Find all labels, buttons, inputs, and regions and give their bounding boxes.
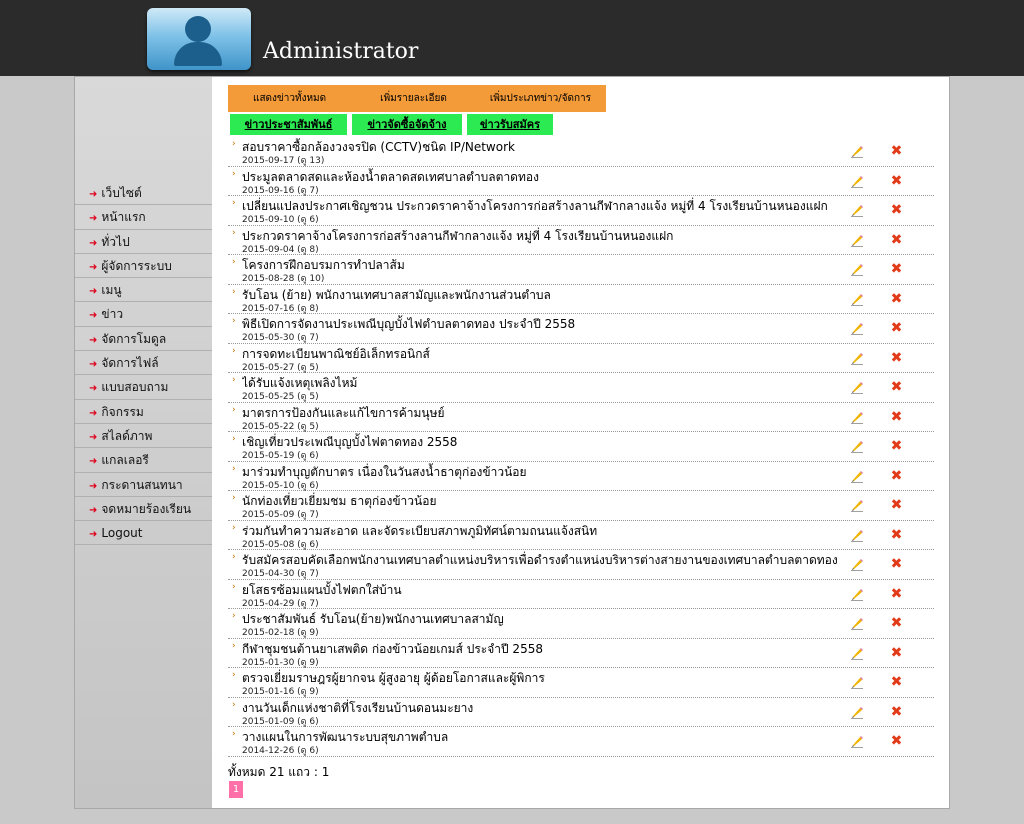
news-row (228, 550, 934, 580)
delete-x-icon[interactable]: ✖ (890, 349, 903, 366)
arrow-right-icon: › (232, 434, 236, 444)
delete-x-icon[interactable]: ✖ (890, 320, 903, 336)
pencil-icon[interactable] (850, 203, 864, 217)
pencil-icon[interactable] (850, 469, 864, 483)
news-row (228, 462, 934, 492)
arrow-right-icon: › (232, 168, 236, 179)
pencil-icon[interactable] (850, 174, 864, 188)
pencil-icon[interactable] (850, 646, 864, 660)
news-title-link[interactable]: มาร่วมทำบุญตักบาตร เนื่องในวันสงน้ำธาตุก่องข้าวน้อย (242, 464, 527, 479)
arrow-right-icon: ➜ (89, 213, 98, 225)
delete-x-icon[interactable]: ✖ (890, 674, 903, 690)
pencil-icon[interactable] (850, 675, 864, 689)
news-date: 2015-05-22 (ดู 5) (242, 421, 319, 432)
arrow-right-icon: › (232, 257, 236, 267)
arrow-right-icon: › (232, 198, 236, 208)
news-date: 2015-07-16 (ดู 8) (242, 303, 319, 314)
sidebar-item[interactable] (75, 473, 212, 497)
arrow-right-icon: ➜ (89, 189, 98, 200)
sidebar-item-label: ผู้จัดการระบบ (101, 258, 172, 273)
tab-add-news-category[interactable]: เพิ่มประเภทข่าว/จัดการ (489, 93, 592, 104)
delete-x-icon[interactable]: ✖ (890, 467, 903, 484)
news-list (228, 137, 934, 757)
arrow-right-icon: ➜ (89, 456, 98, 468)
arrow-right-icon: › (232, 404, 236, 415)
pencil-icon[interactable] (850, 351, 864, 365)
delete-x-icon[interactable]: ✖ (890, 231, 903, 248)
news-title-link[interactable]: นักท่องเที่ยวเยี่ยมชม ธาตุก่องข้าวน้อย (242, 494, 437, 508)
sidebar-item-label: จัดการโมดูล (101, 331, 167, 346)
arrow-right-icon: ➜ (89, 480, 98, 492)
sidebar-item-label: แบบสอบถาม (101, 380, 169, 395)
news-date: 2015-01-16 (ดู 9) (242, 687, 319, 697)
page-button-1[interactable]: 1 (229, 781, 243, 798)
news-row (228, 403, 934, 433)
arrow-right-icon: › (232, 316, 236, 326)
news-row (228, 432, 934, 462)
sidebar-item-label: ทั่วไป (101, 234, 130, 249)
news-title-link[interactable]: ประกวดราคาจ้างโครงการก่อสร้างลานกีฬากลางแจ้ง หมู่ที่ 4 โรงเรียนบ้านหนองแฝก (242, 228, 674, 243)
delete-x-icon[interactable]: ✖ (890, 261, 903, 277)
arrow-right-icon: ➜ (89, 431, 98, 443)
sidebar-item-label: กิจกรรม (101, 404, 144, 419)
news-date: 2015-05-27 (ดู 5) (242, 362, 319, 373)
delete-x-icon[interactable]: ✖ (890, 644, 903, 661)
pencil-icon[interactable] (850, 144, 864, 158)
news-title-link[interactable]: งานวันเด็กแห่งชาติที่โรงเรียนบ้านดอนมะยาง (242, 700, 474, 715)
pencil-icon[interactable] (850, 292, 864, 306)
news-row (228, 226, 934, 256)
news-row (228, 698, 934, 728)
top-header-bar (0, 0, 1024, 76)
action-tabs (228, 85, 606, 112)
news-row (228, 373, 934, 403)
tab-recruitment[interactable]: ข่าวรับสมัคร (467, 114, 553, 135)
news-title-link[interactable]: ประชาสัมพันธ์ รับโอน(ย้าย)พนักงานเทศบาลสามัญ (242, 612, 504, 626)
news-row (228, 491, 934, 521)
news-row (228, 285, 934, 315)
delete-x-icon[interactable]: ✖ (890, 497, 903, 513)
arrow-right-icon: › (232, 286, 236, 297)
delete-x-icon[interactable]: ✖ (890, 615, 903, 631)
sidebar-item[interactable] (75, 254, 212, 278)
news-title-link[interactable]: วางแผนในการพัฒนาระบบสุขภาพตำบล (242, 730, 449, 744)
arrow-right-icon: › (232, 375, 236, 385)
pencil-icon[interactable] (850, 233, 864, 247)
pencil-icon[interactable] (850, 498, 864, 512)
news-title-link[interactable]: รับโอน (ย้าย) พนักงานเทศบาลสามัญและพนักงานส่วนตำบล (242, 287, 551, 302)
pencil-icon[interactable] (850, 528, 864, 542)
sidebar-item[interactable] (75, 521, 212, 545)
pencil-icon[interactable] (850, 380, 864, 394)
arrow-right-icon: › (232, 699, 236, 710)
sidebar-item-label: เมนู (101, 283, 122, 298)
sidebar-item-label: จัดการไฟล์ (101, 356, 159, 371)
sidebar-item[interactable] (75, 497, 212, 521)
news-date: 2015-05-09 (ดู 7) (242, 510, 319, 520)
news-title-link[interactable]: โครงการฝึกอบรมการทำปลาส้ม (242, 258, 405, 272)
sidebar-item[interactable] (75, 351, 212, 375)
arrow-right-icon: › (232, 463, 236, 474)
news-date: 2015-09-16 (ดู 7) (242, 185, 319, 196)
delete-x-icon[interactable]: ✖ (890, 408, 903, 425)
news-row (228, 255, 934, 285)
arrow-right-icon: › (232, 670, 236, 680)
delete-x-icon[interactable]: ✖ (890, 526, 903, 543)
pencil-icon[interactable] (850, 734, 864, 748)
news-date: 2015-04-30 (ดู 7) (242, 569, 319, 579)
news-date: 2015-09-17 (ดู 13) (242, 156, 325, 166)
news-date: 2015-04-29 (ดู 7) (242, 598, 319, 609)
sidebar-item[interactable] (75, 327, 212, 351)
arrow-right-icon: › (232, 139, 236, 149)
news-title-link[interactable]: พิธีเปิดการจัดงานประเพณีบุญบั้งไฟตำบลตาดทอง ประจำปี 2558 (242, 317, 576, 331)
arrow-right-icon: › (232, 611, 236, 621)
news-row (228, 137, 934, 167)
arrow-right-icon: › (232, 729, 236, 739)
news-title-link[interactable]: มาตรการป้องกันและแก้ไขการค้ามนุษย์ (242, 405, 445, 420)
sidebar-item-label: แกลเลอรี (101, 453, 149, 468)
sidebar-item[interactable] (75, 302, 212, 326)
sidebar-item-label: สไลด์ภาพ (101, 428, 153, 443)
arrow-right-icon: ➜ (89, 383, 98, 395)
arrow-right-icon: › (232, 522, 236, 533)
news-title-link[interactable]: เปลี่ยนแปลงประกาศเชิญชวน ประกวดราคาจ้างโครงการก่อสร้างลานกีฬากลางแจ้ง หมู่ที่ 4 โรงเรียนบ้านหนองแฝก (242, 199, 828, 213)
tab-show-all-news[interactable]: แสดงข่าวทั้งหมด (253, 93, 327, 104)
delete-x-icon[interactable]: ✖ (890, 172, 903, 189)
arrow-right-icon: › (232, 581, 236, 592)
arrow-right-icon: ➜ (89, 310, 98, 322)
news-row (228, 344, 934, 374)
news-title-link[interactable]: ตรวจเยี่ยมราษฎรผู้ยากจน ผู้สูงอายุ ผู้ด้อยโอกาสและผู้พิการ (242, 671, 545, 685)
delete-x-icon[interactable]: ✖ (890, 703, 903, 720)
pencil-icon[interactable] (850, 262, 864, 276)
news-date: 2015-01-09 (ดู 6) (242, 716, 319, 727)
sidebar-item-label: กระดานสนทนา (101, 477, 183, 492)
arrow-right-icon: ➜ (89, 261, 98, 273)
sidebar-item[interactable] (75, 424, 212, 448)
arrow-right-icon: ➜ (89, 529, 98, 541)
arrow-right-icon: › (232, 345, 236, 356)
news-date: 2015-02-18 (ดู 9) (242, 628, 319, 638)
news-date: 2015-05-25 (ดู 5) (242, 392, 319, 402)
news-row (228, 521, 934, 551)
pencil-icon[interactable] (850, 705, 864, 719)
sidebar-item-label: Logout (101, 526, 143, 541)
pencil-icon[interactable] (850, 616, 864, 630)
delete-x-icon[interactable]: ✖ (890, 290, 903, 307)
arrow-right-icon: ➜ (89, 237, 98, 249)
delete-x-icon[interactable]: ✖ (890, 585, 903, 602)
news-title-link[interactable]: รับสมัครสอบคัดเลือกพนักงานเทศบาลตำแหน่งบริหารเพื่อดำรงตำแหน่งบริหารต่างสายงานของเทศบาลตำบลตาดทอง (242, 553, 838, 567)
pencil-icon[interactable] (850, 410, 864, 424)
news-title-link[interactable]: สอบราคาซื้อกล้องวงจรปิด (CCTV)ชนิด IP/Network (242, 140, 515, 154)
news-date: 2015-08-28 (ดู 10) (242, 274, 325, 284)
tab-public-relations[interactable]: ข่าวประชาสัมพันธ์ (230, 114, 347, 135)
sidebar-item[interactable] (75, 448, 212, 472)
news-date: 2015-01-30 (ดู 9) (242, 657, 319, 668)
arrow-right-icon: ➜ (89, 504, 98, 516)
sidebar (75, 77, 212, 808)
tab-procurement[interactable]: ข่าวจัดซื้อจัดจ้าง (352, 114, 462, 135)
delete-x-icon[interactable]: ✖ (890, 143, 903, 159)
news-title-link[interactable]: กีฬาชุมชนต้านยาเสพติด ก่องข้าวน้อยเกมส์ ประจำปี 2558 (242, 641, 543, 656)
arrow-right-icon: ➜ (89, 286, 98, 298)
sidebar-item-label: ข่าว (101, 307, 124, 322)
delete-x-icon[interactable]: ✖ (890, 202, 903, 218)
arrow-right-icon: › (232, 493, 236, 503)
news-title-link[interactable]: ร่วมกันทำความสะอาด และจัดระเบียบสภาพภูมิทัศน์ตามถนนแจ้งสนิท (242, 523, 598, 538)
pencil-icon[interactable] (850, 439, 864, 453)
delete-x-icon[interactable]: ✖ (890, 733, 903, 749)
arrow-right-icon: ➜ (89, 334, 98, 346)
news-title-link[interactable]: ประมูลตลาดสดและห้องน้ำตลาดสดเทศบาลตำบลตาดทอง (242, 169, 539, 184)
news-row (228, 609, 934, 639)
news-date: 2014-12-26 (ดู 6) (242, 746, 319, 756)
news-row (228, 668, 934, 698)
pencil-icon[interactable] (850, 587, 864, 601)
sidebar-item[interactable] (75, 181, 212, 205)
news-title-link[interactable]: ยโสธรซ้อมแผนบั้งไฟตกใส่บ้าน (242, 582, 402, 597)
sidebar-item[interactable] (75, 205, 212, 229)
news-row (228, 639, 934, 669)
sidebar-item[interactable] (75, 278, 212, 302)
news-title-link[interactable]: ได้รับแจ้งเหตุเพลิงไหม้ (242, 376, 358, 390)
sidebar-item-label: เว็บไซต์ (101, 186, 142, 200)
delete-x-icon[interactable]: ✖ (890, 438, 903, 454)
admin-avatar-icon (147, 8, 251, 70)
news-row (228, 314, 934, 344)
news-row (228, 196, 934, 226)
news-title-link[interactable]: เชิญเที่ยวประเพณีบุญบั้งไฟตาดทอง 2558 (242, 435, 458, 449)
sidebar-item[interactable] (75, 375, 212, 399)
arrow-right-icon: › (232, 640, 236, 651)
total-rows-text: ทั้งหมด 21 แถว : 1 (228, 765, 330, 779)
sidebar-item[interactable] (75, 230, 212, 254)
arrow-right-icon: ➜ (89, 407, 98, 419)
delete-x-icon[interactable]: ✖ (890, 556, 903, 572)
news-date: 2015-05-08 (ดู 6) (242, 539, 319, 550)
pencil-icon[interactable] (850, 321, 864, 335)
arrow-right-icon: ➜ (89, 359, 98, 371)
sidebar-menu (75, 181, 212, 545)
news-date: 2015-09-04 (ดู 8) (242, 244, 319, 255)
news-title-link[interactable]: การจดทะเบียนพาณิชย์อิเล็กทรอนิกส์ (242, 346, 430, 361)
news-row (228, 580, 934, 610)
news-row (228, 727, 934, 757)
pencil-icon[interactable] (850, 557, 864, 571)
news-date: 2015-05-30 (ดู 7) (242, 333, 319, 343)
sidebar-item-label: จดหมายร้องเรียน (101, 501, 192, 516)
sidebar-item-label: หน้าแรก (101, 210, 146, 225)
news-row (228, 167, 934, 197)
sidebar-item[interactable] (75, 400, 212, 424)
app-title: Administrator (263, 39, 419, 64)
news-date: 2015-09-10 (ดู 6) (242, 215, 319, 225)
arrow-right-icon: › (232, 552, 236, 562)
tab-add-detail[interactable]: เพิ่มรายละเอียด (380, 93, 447, 104)
arrow-right-icon: › (232, 227, 236, 238)
news-date: 2015-05-10 (ดู 6) (242, 480, 319, 491)
delete-x-icon[interactable]: ✖ (890, 379, 903, 395)
news-date: 2015-05-19 (ดู 6) (242, 451, 319, 461)
